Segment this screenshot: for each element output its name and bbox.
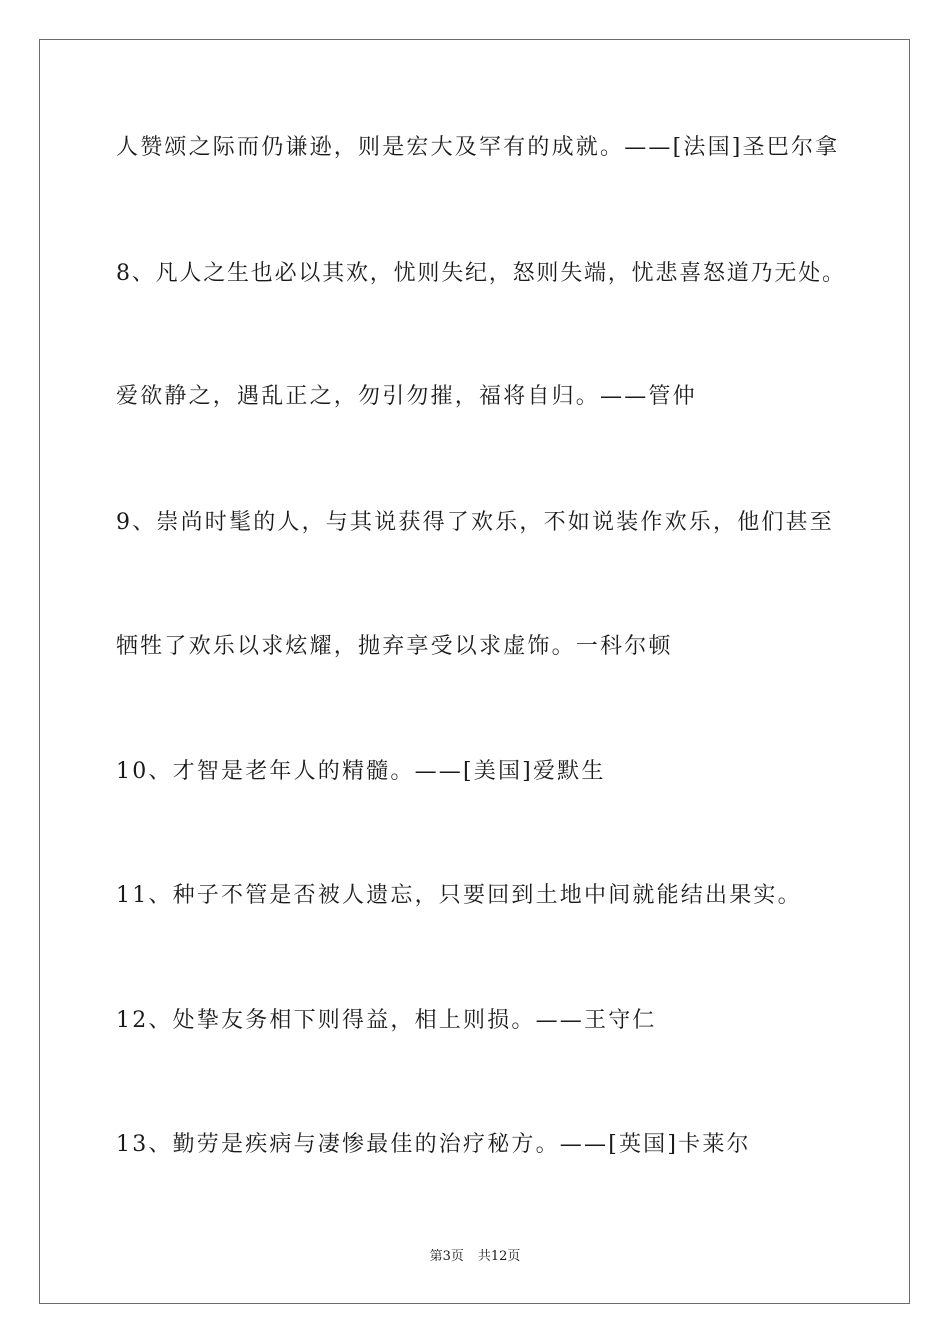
- text-line: 9、崇尚时髦的人，与其说获得了欢乐，不如说装作欢乐，他们甚至: [116, 510, 834, 535]
- text-line: 10、才智是老年人的精髓。——[美国]爱默生: [116, 759, 606, 784]
- current-page-label: 第3页: [429, 1249, 464, 1264]
- text-line: 12、处挚友务相下则得益，相上则损。——王守仁: [116, 1008, 657, 1033]
- text-line: 人赞颂之际而仍谦逊，则是宏大及罕有的成就。——[法国]圣巴尔拿: [116, 135, 840, 160]
- text-line: 爱欲静之，遇乱正之，勿引勿摧，福将自归。——管仲: [116, 384, 697, 409]
- text-line: 11、种子不管是否被人遗忘，只要回到土地中间就能结出果实。: [116, 883, 802, 908]
- total-pages-label: 共12页: [477, 1249, 521, 1264]
- text-line: 牺牲了欢乐以求炫耀，抛弃享受以求虚饰。一科尔顿: [116, 634, 673, 659]
- text-line: 8、凡人之生也必以其欢，忧则失纪，怒则失端，忧悲喜怒道乃无处。: [116, 261, 846, 286]
- page-border: [39, 39, 910, 1304]
- page-footer: [0, 1248, 950, 1266]
- text-line: 13、勤劳是疾病与凄惨最佳的治疗秘方。——[英国]卡莱尔: [116, 1132, 751, 1157]
